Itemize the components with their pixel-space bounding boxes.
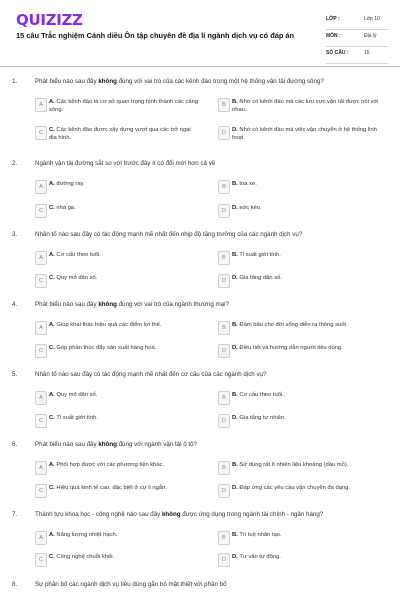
option-letter-box: B <box>218 251 230 265</box>
option-text: C. Công nghệ chuỗi khối. <box>49 554 115 560</box>
option-c[interactable] <box>35 414 210 430</box>
question-number: 7. <box>12 511 18 518</box>
option-letter-box: A <box>35 98 47 112</box>
meta-label: SỐ CÂU : <box>326 50 349 56</box>
option-d[interactable] <box>218 274 393 290</box>
option-letter-box: D <box>218 484 230 498</box>
option-letter-box: C <box>35 414 47 428</box>
option-b[interactable] <box>218 321 393 337</box>
meta-label: MÔN : <box>326 33 341 39</box>
option-d[interactable] <box>218 414 393 430</box>
option-c[interactable] <box>35 344 210 360</box>
question-text: Nhân tố nào sau đây có tác động mạnh mẽ nhất đến nhịp độ tăng trưởng của các ngành dịch vụ? <box>35 231 303 238</box>
option-text: B. Nhờ có kênh đào mà các lưu vực vận tải được nối với nhau. <box>232 99 379 113</box>
question-number: 1. <box>12 78 18 85</box>
option-letter-box: B <box>218 180 230 194</box>
meta-value: Lớp 10 <box>364 16 380 22</box>
option-b[interactable] <box>218 98 393 114</box>
option-d[interactable] <box>218 204 393 220</box>
option-text: A. đường ray. <box>49 181 85 187</box>
option-letter-box: A <box>35 251 47 265</box>
option-a[interactable] <box>35 461 210 477</box>
worksheet-header <box>0 0 400 62</box>
option-c[interactable] <box>35 553 210 569</box>
option-letter-box: D <box>218 414 230 428</box>
meta-row-subject <box>326 30 388 47</box>
option-letter-box: C <box>35 484 47 498</box>
option-letter-box: A <box>35 391 47 405</box>
question-text: Phát biểu nào sau đây không đúng với vai trò của ngành thương mại? <box>35 301 229 308</box>
option-a[interactable] <box>35 531 210 547</box>
quizizz-logo: QUIZIZZ <box>16 11 83 29</box>
option-text: B. Sử dụng rất ít nhiên liệu khoáng (dầu mỏ). <box>232 462 349 468</box>
option-letter-box: C <box>35 344 47 358</box>
option-text: C. Các kênh đào được xây dựng vượt qua các trở ngại địa hình. <box>49 127 191 141</box>
option-text: A. Quy mô dân số. <box>49 392 98 398</box>
option-text: D. Đáp ứng các yêu cầu vận chuyển đa dạng. <box>232 485 350 491</box>
option-letter-box: D <box>218 126 230 140</box>
option-d[interactable] <box>218 344 393 360</box>
option-letter-box: A <box>35 321 47 335</box>
question-text: Phát biểu nào sau đây không đúng với vai trò của các kênh đào trong một hệ thống vận tải đường sông? <box>35 78 324 85</box>
question-number: 6. <box>12 441 18 448</box>
option-c[interactable] <box>35 126 210 142</box>
option-b[interactable] <box>218 531 393 547</box>
option-letter-box: A <box>35 180 47 194</box>
option-text: A. Giúp khai thác hiệu quả các điểm lợi thế. <box>49 322 162 328</box>
option-b[interactable] <box>218 251 393 267</box>
option-letter-box: C <box>35 126 47 140</box>
option-text: B. Tỉ suất giới tính. <box>232 252 281 258</box>
option-c[interactable] <box>35 484 210 500</box>
option-b[interactable] <box>218 391 393 407</box>
option-a[interactable] <box>35 98 210 114</box>
option-text: A. Cơ cấu theo tuổi. <box>49 252 101 258</box>
option-letter-box: B <box>218 391 230 405</box>
option-b[interactable] <box>218 180 393 196</box>
option-text: D. sức kéo. <box>232 205 262 211</box>
option-text: A. Phối hợp được với các phương tiện khác. <box>49 462 165 468</box>
question-text: Ngành vận tải đường sắt so với trước đây ít có đổi mới hơn cả về <box>35 160 216 167</box>
option-text: D. Nhờ có kênh đào mà việc vận chuyển ở hệ thống linh hoạt. <box>232 127 377 141</box>
option-c[interactable] <box>35 204 210 220</box>
option-text: B. toa xe. <box>232 181 257 187</box>
meta-row-class <box>326 13 388 30</box>
option-letter-box: C <box>35 553 47 567</box>
option-letter-box: C <box>35 274 47 288</box>
question-text: Phát biểu nào sau đây không đúng với ngành vận tải ô tô? <box>35 441 197 448</box>
option-text: C. Quy mô dân số. <box>49 275 98 281</box>
option-a[interactable] <box>35 180 210 196</box>
option-text: D. Gia tăng dân số. <box>232 275 282 281</box>
meta-label: LỚP : <box>326 16 340 22</box>
question-number: 5. <box>12 371 18 378</box>
meta-value: 15 <box>364 50 370 56</box>
question-number: 8. <box>12 581 18 588</box>
question-number: 4. <box>12 301 18 308</box>
meta-value: Địa lý <box>364 33 377 39</box>
option-c[interactable] <box>35 274 210 290</box>
option-text: A. Năng lượng nhiệt hạch. <box>49 532 118 538</box>
question-text: Thành tựu khoa học - công nghệ nào sau đây không được ứng dụng trong ngành tài chính - ngân hàng? <box>35 511 324 518</box>
option-text: C. Tỉ suất giới tính. <box>49 415 98 421</box>
option-letter-box: B <box>218 98 230 112</box>
question-text: Nhân tố nào sau đây có tác động mạnh mẽ nhất đến cơ cấu của các ngành dịch vụ? <box>35 371 267 378</box>
header-divider <box>0 66 400 67</box>
option-text: D. Gia tăng tự nhiên. <box>232 415 286 421</box>
option-text: C. nhà ga. <box>49 205 76 211</box>
option-letter-box: D <box>218 344 230 358</box>
question-number: 2. <box>12 160 18 167</box>
option-text: C. Góp phần thúc đẩy sản xuất hàng hoá. <box>49 345 157 351</box>
option-letter-box: D <box>218 204 230 218</box>
option-text: D. Điều tiết và hướng dẫn người tiêu dùng. <box>232 345 343 351</box>
option-letter-box: B <box>218 321 230 335</box>
option-a[interactable] <box>35 391 210 407</box>
option-letter-box: B <box>218 531 230 545</box>
option-d[interactable] <box>218 484 393 500</box>
option-letter-box: A <box>35 461 47 475</box>
option-letter-box: C <box>35 204 47 218</box>
worksheet-title: 15 câu Trắc nghiệm Cánh diều Ôn tập chuyên đề địa lí ngành dịch vụ có đáp án <box>16 31 295 40</box>
question-text: Sự phân bố các ngành dịch vụ tiêu dùng gắn bó mật thiết với phân bố <box>35 581 227 588</box>
option-b[interactable] <box>218 461 393 477</box>
option-text: B. Đảm bảo cho đời sống diễn ra thông suốt. <box>232 322 348 328</box>
option-letter-box: D <box>218 553 230 567</box>
option-a[interactable] <box>35 251 210 267</box>
option-text: D. Tư vấn tự động. <box>232 554 281 560</box>
option-a[interactable] <box>35 321 210 337</box>
option-letter-box: A <box>35 531 47 545</box>
option-letter-box: D <box>218 274 230 288</box>
question-number: 3. <box>12 231 18 238</box>
option-d[interactable] <box>218 553 393 569</box>
meta-row-count <box>326 47 388 64</box>
option-text: C. Hiệu quả kinh tế cao, đặc biệt ở cự li ngắn. <box>49 485 167 491</box>
worksheet-meta <box>326 13 388 64</box>
option-text: B. Cơ cấu theo tuổi. <box>232 392 284 398</box>
option-text: B. Trí tuệ nhân tạo. <box>232 532 282 538</box>
option-d[interactable] <box>218 126 393 142</box>
option-letter-box: B <box>218 461 230 475</box>
option-text: A. Các kênh đào là cơ sở quan trọng hình thành các cảng sông. <box>49 99 199 113</box>
